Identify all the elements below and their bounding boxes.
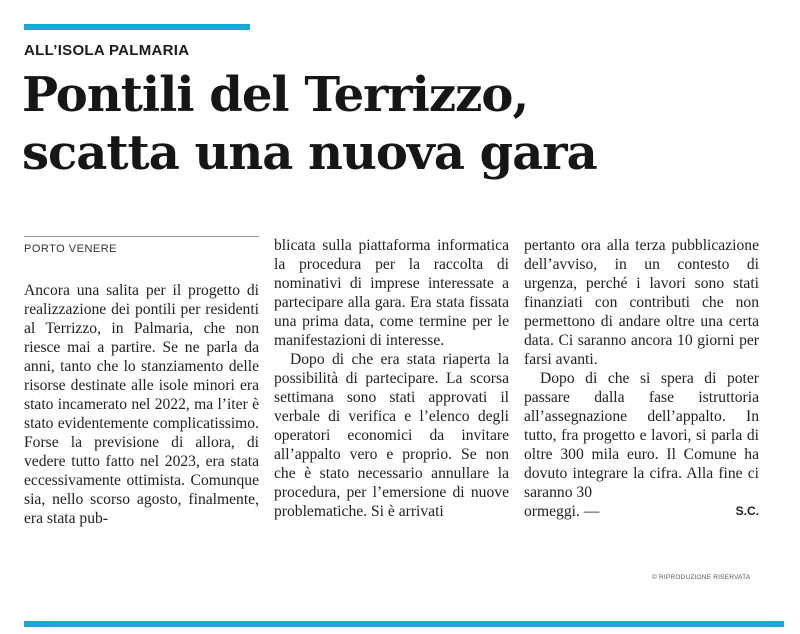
closing-line — [524, 502, 759, 521]
headline-line-2: scatta una nuova gara — [22, 125, 597, 181]
paragraph: pertanto ora alla terza pubblicazione dell’avviso, in un contesto di urgenza, perché i lavori sono stati finanziati con contributi che non permettono di andare oltre una certa data. Ci saranno ancora 10 giorni per farsi avanti. — [524, 237, 759, 368]
paragraph: Ancora una salita per il progetto di realizzazione dei pontili per residenti al Terrizzo, in Palmaria, che non riesce mai a partire. Se ne parla da anni, tanto che lo stanziamento delle risorse destinate alle isole minori era stato incamerato nel 2022, ma l’iter è stato evidentemente complicatissimo. Forse la previsione di allora, di vedere tutto fatto nel 2023, era stata eccessivamente ottimista. Comunque sia, nello scorso agosto, finalmente, era stata pub- — [24, 282, 259, 527]
bottom-accent-bar — [24, 621, 784, 627]
paragraph: blicata sulla piattaforma informatica la procedura per la raccolta di nominativi di imprese interessate a partecipare alla gara. Era stata fissata una prima data, come termine per le manifestazioni di interesse. — [274, 237, 509, 349]
article-headline — [22, 66, 597, 182]
closing-text: ormeggi. — — [524, 503, 600, 520]
dateline: PORTO VENERE — [24, 236, 259, 263]
copyright-notice: © RIPRODUZIONE RISERVATA — [652, 574, 751, 581]
author-signature: S.C. — [735, 504, 759, 518]
paragraph: Dopo di che era stata riaperta la possibilità di partecipare. La scorsa settimana sono stati approvati il verbale di verifica e l’elenco degli operatori economici da invitare all’appalto vero e proprio. Se non che è stato necessario annullare la procedura, per l’emersione di nuove problematiche. Si è arrivati — [274, 351, 509, 520]
article-kicker: ALL’ISOLA PALMARIA — [24, 42, 190, 59]
article-column-1 — [24, 236, 259, 528]
top-accent-bar — [24, 24, 250, 30]
article-column-3 — [524, 236, 759, 521]
article-column-2 — [274, 236, 509, 521]
headline-line-1: Pontili del Terrizzo, — [22, 67, 529, 123]
paragraph: Dopo di che si spera di poter passare dalla fase istruttoria all’assegnazione dell’appalto. In tutto, fra progetto e lavori, si parla di oltre 300 mila euro. Il Comune ha dovuto integrare la cifra. Alla fine ci saranno 30 — [524, 370, 759, 501]
